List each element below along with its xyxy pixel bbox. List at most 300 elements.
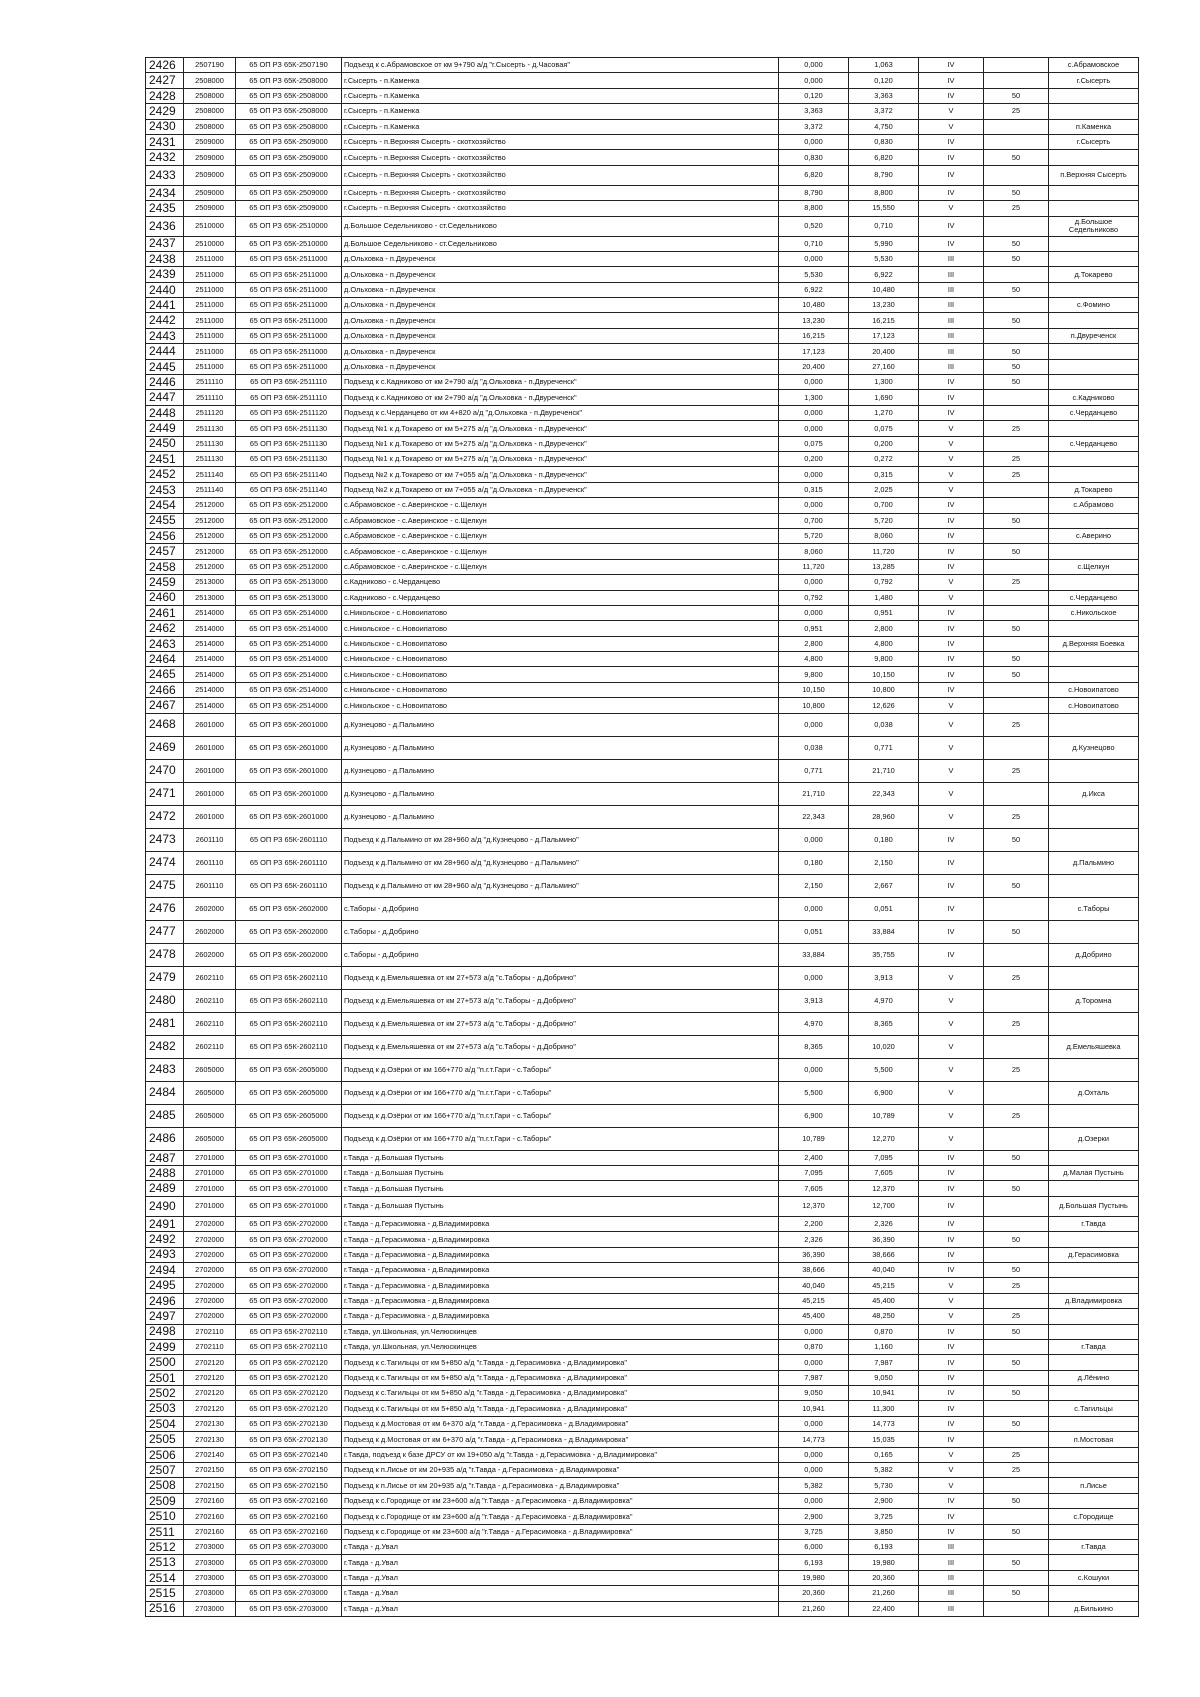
road-code-cell: 2508000 <box>184 104 236 119</box>
start-km-cell: 0,180 <box>779 851 849 874</box>
end-km-cell: 15,550 <box>849 201 919 216</box>
road-name-cell: д.Кузнецово - д.Пальмино <box>342 782 779 805</box>
row-number-cell: 2437 <box>146 236 184 251</box>
end-km-cell: 0,870 <box>849 1324 919 1339</box>
road-code-cell: 2511140 <box>184 467 236 482</box>
row-number-cell: 2481 <box>146 1012 184 1035</box>
road-id-cell: 65 ОП РЗ 65К-2702160 <box>236 1524 342 1539</box>
road-name-cell: Подъезд к д.Озёрки от км 166+770 а/д "п.г.т.Гари - с.Таборы" <box>342 1104 779 1127</box>
table-row <box>146 1432 1139 1447</box>
road-category-cell: IV <box>919 165 984 185</box>
table-row <box>146 1035 1139 1058</box>
road-code-cell: 2605000 <box>184 1081 236 1104</box>
end-km-cell: 20,400 <box>849 344 919 359</box>
road-code-cell: 2605000 <box>184 1104 236 1127</box>
table-row <box>146 1196 1139 1216</box>
road-id-cell: 65 ОП РЗ 65К-2514000 <box>236 652 342 667</box>
settlement-cell: д.Герасимовка <box>1049 1247 1139 1262</box>
start-km-cell: 10,941 <box>779 1401 849 1416</box>
table-row <box>146 375 1139 390</box>
table-row <box>146 736 1139 759</box>
road-category-cell: IV <box>919 150 984 165</box>
settlement-cell <box>1049 236 1139 251</box>
start-km-cell: 3,363 <box>779 104 849 119</box>
road-code-cell: 2701000 <box>184 1166 236 1181</box>
settlement-cell <box>1049 1104 1139 1127</box>
speed-limit-cell <box>984 1339 1049 1354</box>
road-category-cell: V <box>919 436 984 451</box>
table-row <box>146 1586 1139 1601</box>
road-id-cell: 65 ОП РЗ 65К-2702120 <box>236 1386 342 1401</box>
road-code-cell: 2605000 <box>184 1127 236 1150</box>
end-km-cell: 10,150 <box>849 667 919 682</box>
road-code-cell: 2702150 <box>184 1463 236 1478</box>
road-registry-table <box>145 57 1138 1617</box>
table-row <box>146 1601 1139 1616</box>
settlement-cell: д.Большое Седельниково <box>1049 216 1139 236</box>
end-km-cell: 27,160 <box>849 359 919 374</box>
speed-limit-cell: 50 <box>984 920 1049 943</box>
road-name-cell: д.Кузнецово - д.Пальмино <box>342 713 779 736</box>
row-number-cell: 2467 <box>146 698 184 713</box>
speed-limit-cell: 50 <box>984 667 1049 682</box>
start-km-cell: 7,605 <box>779 1181 849 1196</box>
table-row <box>146 667 1139 682</box>
end-km-cell: 8,790 <box>849 165 919 185</box>
road-id-cell: 65 ОП РЗ 65К-2508000 <box>236 73 342 88</box>
row-number-cell: 2474 <box>146 851 184 874</box>
settlement-cell <box>1049 1355 1139 1370</box>
speed-limit-cell <box>984 482 1049 497</box>
speed-limit-cell: 50 <box>984 1524 1049 1539</box>
road-code-cell: 2511120 <box>184 405 236 420</box>
road-name-cell: г.Сысерть - п.Каменка <box>342 88 779 103</box>
speed-limit-cell <box>984 782 1049 805</box>
road-name-cell: Подъезд к п.Лисье от км 20+935 а/д "г.Тавда - д.Герасимовка - д.Владимировка" <box>342 1463 779 1478</box>
road-name-cell: с.Никольское - с.Новоипатово <box>342 621 779 636</box>
road-category-cell: V <box>919 698 984 713</box>
speed-limit-cell: 50 <box>984 1181 1049 1196</box>
road-name-cell: г.Тавда - д.Увал <box>342 1570 779 1585</box>
road-code-cell: 2511000 <box>184 251 236 266</box>
speed-limit-cell <box>984 605 1049 620</box>
settlement-cell <box>1049 359 1139 374</box>
road-id-cell: 65 ОП РЗ 65К-2509000 <box>236 134 342 149</box>
road-category-cell: III <box>919 1601 984 1616</box>
road-code-cell: 2702160 <box>184 1493 236 1508</box>
road-code-cell: 2602000 <box>184 943 236 966</box>
row-number-cell: 2492 <box>146 1232 184 1247</box>
road-id-cell: 65 ОП РЗ 65К-2703000 <box>236 1540 342 1555</box>
table-row <box>146 451 1139 466</box>
table-row <box>146 575 1139 590</box>
road-category-cell: III <box>919 1586 984 1601</box>
settlement-cell <box>1049 375 1139 390</box>
road-code-cell: 2602000 <box>184 920 236 943</box>
road-name-cell: с.Таборы - д.Добрино <box>342 897 779 920</box>
speed-limit-cell: 50 <box>984 344 1049 359</box>
road-name-cell: г.Тавда - д.Увал <box>342 1601 779 1616</box>
table-row <box>146 165 1139 185</box>
start-km-cell: 22,343 <box>779 805 849 828</box>
settlement-cell <box>1049 1058 1139 1081</box>
road-id-cell: 65 ОП РЗ 65К-2605000 <box>236 1081 342 1104</box>
road-name-cell: г.Сысерть - п.Каменка <box>342 73 779 88</box>
table-row <box>146 298 1139 313</box>
start-km-cell: 21,260 <box>779 1601 849 1616</box>
settlement-cell <box>1049 150 1139 165</box>
road-category-cell: III <box>919 298 984 313</box>
row-number-cell: 2436 <box>146 216 184 236</box>
end-km-cell: 2,900 <box>849 1493 919 1508</box>
road-category-cell: V <box>919 1293 984 1308</box>
road-name-cell: д.Кузнецово - д.Пальмино <box>342 759 779 782</box>
road-code-cell: 2512000 <box>184 559 236 574</box>
road-code-cell: 2602110 <box>184 966 236 989</box>
road-code-cell: 2511140 <box>184 482 236 497</box>
start-km-cell: 0,000 <box>779 966 849 989</box>
road-id-cell: 65 ОП РЗ 65К-2513000 <box>236 575 342 590</box>
end-km-cell: 1,270 <box>849 405 919 420</box>
speed-limit-cell <box>984 1432 1049 1447</box>
road-id-cell: 65 ОП РЗ 65К-2511000 <box>236 344 342 359</box>
road-id-cell: 65 ОП РЗ 65К-2702000 <box>236 1247 342 1262</box>
end-km-cell: 5,382 <box>849 1463 919 1478</box>
start-km-cell: 0,700 <box>779 513 849 528</box>
row-number-cell: 2501 <box>146 1370 184 1385</box>
row-number-cell: 2426 <box>146 58 184 73</box>
road-code-cell: 2702000 <box>184 1309 236 1324</box>
road-name-cell: с.Абрамовское - с.Аверинское - с.Щелкун <box>342 498 779 513</box>
road-id-cell: 65 ОП РЗ 65К-2701000 <box>236 1181 342 1196</box>
road-name-cell: Подъезд к д.Озёрки от км 166+770 а/д "п.г.т.Гари - с.Таборы" <box>342 1081 779 1104</box>
road-code-cell: 2702000 <box>184 1232 236 1247</box>
road-id-cell: 65 ОП РЗ 65К-2514000 <box>236 698 342 713</box>
road-code-cell: 2701000 <box>184 1150 236 1165</box>
start-km-cell: 4,800 <box>779 652 849 667</box>
settlement-cell <box>1049 344 1139 359</box>
road-category-cell: V <box>919 575 984 590</box>
road-code-cell: 2702000 <box>184 1247 236 1262</box>
speed-limit-cell: 50 <box>984 1324 1049 1339</box>
road-name-cell: Подъезд №1 к д.Токарево от км 5+275 а/д "д.Ольховка - п.Двуреченск" <box>342 421 779 436</box>
settlement-cell: п.Верхняя Сысерть <box>1049 165 1139 185</box>
road-code-cell: 2513000 <box>184 575 236 590</box>
settlement-cell: с.Новоипатово <box>1049 698 1139 713</box>
road-name-cell: Подъезд №2 к д.Токарево от км 7+055 а/д "д.Ольховка - п.Двуреченск" <box>342 467 779 482</box>
speed-limit-cell: 50 <box>984 150 1049 165</box>
row-number-cell: 2460 <box>146 590 184 605</box>
road-id-cell: 65 ОП РЗ 65К-2702000 <box>236 1262 342 1277</box>
speed-limit-cell <box>984 636 1049 651</box>
speed-limit-cell: 50 <box>984 251 1049 266</box>
start-km-cell: 0,000 <box>779 1493 849 1508</box>
start-km-cell: 2,326 <box>779 1232 849 1247</box>
start-km-cell: 0,000 <box>779 828 849 851</box>
speed-limit-cell: 50 <box>984 621 1049 636</box>
road-name-cell: г.Сысерть - п.Верхняя Сысерть - скотхозяйство <box>342 201 779 216</box>
road-category-cell: V <box>919 1309 984 1324</box>
road-code-cell: 2510000 <box>184 216 236 236</box>
speed-limit-cell <box>984 58 1049 73</box>
start-km-cell: 0,000 <box>779 251 849 266</box>
road-id-cell: 65 ОП РЗ 65К-2511130 <box>236 421 342 436</box>
road-name-cell: г.Тавда - д.Герасимовка - д.Владимировка <box>342 1216 779 1231</box>
end-km-cell: 2,150 <box>849 851 919 874</box>
row-number-cell: 2486 <box>146 1127 184 1150</box>
row-number-cell: 2445 <box>146 359 184 374</box>
road-id-cell: 65 ОП РЗ 65К-2702000 <box>236 1293 342 1308</box>
settlement-cell: п.Двуреченск <box>1049 328 1139 343</box>
road-id-cell: 65 ОП РЗ 65К-2702160 <box>236 1509 342 1524</box>
road-category-cell: V <box>919 1447 984 1462</box>
road-category-cell: V <box>919 201 984 216</box>
road-id-cell: 65 ОП РЗ 65К-2703000 <box>236 1570 342 1585</box>
row-number-cell: 2491 <box>146 1216 184 1231</box>
table-row <box>146 390 1139 405</box>
road-category-cell: IV <box>919 1493 984 1508</box>
end-km-cell: 5,500 <box>849 1058 919 1081</box>
road-name-cell: г.Тавда - д.Большая Пустынь <box>342 1181 779 1196</box>
road-category-cell: IV <box>919 375 984 390</box>
end-km-cell: 12,626 <box>849 698 919 713</box>
row-number-cell: 2513 <box>146 1555 184 1570</box>
speed-limit-cell: 25 <box>984 451 1049 466</box>
road-code-cell: 2702000 <box>184 1278 236 1293</box>
row-number-cell: 2514 <box>146 1570 184 1585</box>
table-row <box>146 405 1139 420</box>
road-code-cell: 2702130 <box>184 1416 236 1431</box>
end-km-cell: 13,285 <box>849 559 919 574</box>
settlement-cell: с.Абрамово <box>1049 498 1139 513</box>
road-id-cell: 65 ОП РЗ 65К-2508000 <box>236 119 342 134</box>
row-number-cell: 2473 <box>146 828 184 851</box>
road-name-cell: Подъезд №2 к д.Токарево от км 7+055 а/д "д.Ольховка - п.Двуреченск" <box>342 482 779 497</box>
start-km-cell: 10,800 <box>779 698 849 713</box>
row-number-cell: 2478 <box>146 943 184 966</box>
road-code-cell: 2514000 <box>184 636 236 651</box>
road-name-cell: д.Ольховка - п.Двуреченск <box>342 298 779 313</box>
settlement-cell: с.Новоипатово <box>1049 682 1139 697</box>
road-category-cell: IV <box>919 897 984 920</box>
settlement-cell: г.Сысерть <box>1049 134 1139 149</box>
road-category-cell: III <box>919 328 984 343</box>
start-km-cell: 8,800 <box>779 201 849 216</box>
settlement-cell: п.Лисье <box>1049 1478 1139 1493</box>
end-km-cell: 0,792 <box>849 575 919 590</box>
end-km-cell: 45,400 <box>849 1293 919 1308</box>
road-id-cell: 65 ОП РЗ 65К-2511130 <box>236 451 342 466</box>
road-id-cell: 65 ОП РЗ 65К-2702000 <box>236 1216 342 1231</box>
row-number-cell: 2499 <box>146 1339 184 1354</box>
table-row <box>146 621 1139 636</box>
end-km-cell: 2,667 <box>849 874 919 897</box>
speed-limit-cell <box>984 298 1049 313</box>
road-id-cell: 65 ОП РЗ 65К-2702130 <box>236 1416 342 1431</box>
settlement-cell: д.Озерки <box>1049 1127 1139 1150</box>
road-name-cell: с.Никольское - с.Новоипатово <box>342 698 779 713</box>
road-category-cell: V <box>919 1478 984 1493</box>
road-code-cell: 2702160 <box>184 1509 236 1524</box>
start-km-cell: 0,520 <box>779 216 849 236</box>
road-code-cell: 2509000 <box>184 185 236 200</box>
road-code-cell: 2703000 <box>184 1570 236 1585</box>
end-km-cell: 0,315 <box>849 467 919 482</box>
road-name-cell: с.Абрамовское - с.Аверинское - с.Щелкун <box>342 559 779 574</box>
start-km-cell: 16,215 <box>779 328 849 343</box>
road-code-cell: 2511130 <box>184 436 236 451</box>
speed-limit-cell: 25 <box>984 1104 1049 1127</box>
table-row <box>146 1355 1139 1370</box>
table-row <box>146 150 1139 165</box>
row-number-cell: 2446 <box>146 375 184 390</box>
road-category-cell: IV <box>919 236 984 251</box>
end-km-cell: 35,755 <box>849 943 919 966</box>
row-number-cell: 2427 <box>146 73 184 88</box>
road-category-cell: V <box>919 805 984 828</box>
road-category-cell: IV <box>919 1166 984 1181</box>
settlement-cell <box>1049 467 1139 482</box>
start-km-cell: 0,000 <box>779 58 849 73</box>
settlement-cell: д.Добрино <box>1049 943 1139 966</box>
road-code-cell: 2511000 <box>184 282 236 297</box>
speed-limit-cell <box>984 1293 1049 1308</box>
road-id-cell: 65 ОП РЗ 65К-2605000 <box>236 1104 342 1127</box>
road-code-cell: 2602000 <box>184 897 236 920</box>
start-km-cell: 12,370 <box>779 1196 849 1216</box>
road-name-cell: с.Таборы - д.Добрино <box>342 943 779 966</box>
road-category-cell: IV <box>919 559 984 574</box>
start-km-cell: 9,800 <box>779 667 849 682</box>
road-category-cell: IV <box>919 1339 984 1354</box>
start-km-cell: 6,000 <box>779 1540 849 1555</box>
speed-limit-cell <box>984 943 1049 966</box>
road-id-cell: 65 ОП РЗ 65К-2702120 <box>236 1370 342 1385</box>
row-number-cell: 2512 <box>146 1540 184 1555</box>
road-code-cell: 2702150 <box>184 1478 236 1493</box>
road-name-cell: с.Таборы - д.Добрино <box>342 920 779 943</box>
end-km-cell: 0,700 <box>849 498 919 513</box>
road-name-cell: г.Тавда - д.Большая Пустынь <box>342 1150 779 1165</box>
road-category-cell: V <box>919 1035 984 1058</box>
speed-limit-cell: 25 <box>984 713 1049 736</box>
road-category-cell: IV <box>919 1232 984 1247</box>
table-row <box>146 1127 1139 1150</box>
speed-limit-cell: 50 <box>984 1386 1049 1401</box>
start-km-cell: 0,000 <box>779 73 849 88</box>
speed-limit-cell <box>984 1601 1049 1616</box>
row-number-cell: 2489 <box>146 1181 184 1196</box>
start-km-cell: 0,792 <box>779 590 849 605</box>
speed-limit-cell: 25 <box>984 759 1049 782</box>
speed-limit-cell: 50 <box>984 1586 1049 1601</box>
end-km-cell: 8,800 <box>849 185 919 200</box>
start-km-cell: 0,870 <box>779 1339 849 1354</box>
road-name-cell: г.Сысерть - п.Каменка <box>342 104 779 119</box>
road-code-cell: 2511000 <box>184 313 236 328</box>
road-category-cell: IV <box>919 185 984 200</box>
table-row <box>146 344 1139 359</box>
settlement-cell: с.Абрамовское <box>1049 58 1139 73</box>
table-row <box>146 1104 1139 1127</box>
speed-limit-cell: 50 <box>984 313 1049 328</box>
road-category-cell: V <box>919 467 984 482</box>
end-km-cell: 11,300 <box>849 1401 919 1416</box>
speed-limit-cell <box>984 1570 1049 1585</box>
speed-limit-cell <box>984 851 1049 874</box>
settlement-cell <box>1049 251 1139 266</box>
settlement-cell <box>1049 313 1139 328</box>
end-km-cell: 1,160 <box>849 1339 919 1354</box>
end-km-cell: 7,987 <box>849 1355 919 1370</box>
settlement-cell: д.Охталь <box>1049 1081 1139 1104</box>
speed-limit-cell: 25 <box>984 1012 1049 1035</box>
road-id-cell: 65 ОП РЗ 65К-2602110 <box>236 1035 342 1058</box>
road-name-cell: Подъезд №1 к д.Токарево от км 5+275 а/д "д.Ольховка - п.Двуреченск" <box>342 436 779 451</box>
road-category-cell: IV <box>919 405 984 420</box>
end-km-cell: 13,230 <box>849 298 919 313</box>
row-number-cell: 2438 <box>146 251 184 266</box>
road-code-cell: 2512000 <box>184 528 236 543</box>
row-number-cell: 2440 <box>146 282 184 297</box>
road-id-cell: 65 ОП РЗ 65К-2601000 <box>236 782 342 805</box>
row-number-cell: 2475 <box>146 874 184 897</box>
settlement-cell <box>1049 667 1139 682</box>
road-id-cell: 65 ОП РЗ 65К-2512000 <box>236 544 342 559</box>
road-category-cell: III <box>919 344 984 359</box>
table-row <box>146 436 1139 451</box>
end-km-cell: 10,789 <box>849 1104 919 1127</box>
road-category-cell: V <box>919 1104 984 1127</box>
start-km-cell: 45,400 <box>779 1309 849 1324</box>
table-row <box>146 73 1139 88</box>
road-code-cell: 2509000 <box>184 201 236 216</box>
road-category-cell: IV <box>919 528 984 543</box>
speed-limit-cell: 25 <box>984 1463 1049 1478</box>
road-category-cell: IV <box>919 498 984 513</box>
table-row <box>146 513 1139 528</box>
end-km-cell: 4,970 <box>849 989 919 1012</box>
table-row <box>146 1232 1139 1247</box>
road-id-cell: 65 ОП РЗ 65К-2509000 <box>236 165 342 185</box>
start-km-cell: 10,150 <box>779 682 849 697</box>
road-id-cell: 65 ОП РЗ 65К-2508000 <box>236 104 342 119</box>
road-category-cell: IV <box>919 1355 984 1370</box>
settlement-cell <box>1049 1386 1139 1401</box>
end-km-cell: 45,215 <box>849 1278 919 1293</box>
road-id-cell: 65 ОП РЗ 65К-2602000 <box>236 943 342 966</box>
start-km-cell: 5,500 <box>779 1081 849 1104</box>
table-row <box>146 682 1139 697</box>
road-name-cell: д.Ольховка - п.Двуреченск <box>342 267 779 282</box>
road-name-cell: Подъезд к д.Мостовая от км 6+370 а/д "г.Тавда - д.Герасимовка - д.Владимировка" <box>342 1416 779 1431</box>
settlement-cell: д.Большая Пустынь <box>1049 1196 1139 1216</box>
speed-limit-cell <box>984 1127 1049 1150</box>
table-row <box>146 467 1139 482</box>
settlement-cell: с.Тагильцы <box>1049 1401 1139 1416</box>
end-km-cell: 6,900 <box>849 1081 919 1104</box>
road-id-cell: 65 ОП РЗ 65К-2602000 <box>236 897 342 920</box>
end-km-cell: 8,365 <box>849 1012 919 1035</box>
speed-limit-cell <box>984 682 1049 697</box>
start-km-cell: 0,000 <box>779 1416 849 1431</box>
speed-limit-cell <box>984 1216 1049 1231</box>
road-id-cell: 65 ОП РЗ 65К-2511000 <box>236 282 342 297</box>
start-km-cell: 0,000 <box>779 605 849 620</box>
settlement-cell: д.Токарево <box>1049 482 1139 497</box>
row-number-cell: 2444 <box>146 344 184 359</box>
road-category-cell: V <box>919 421 984 436</box>
